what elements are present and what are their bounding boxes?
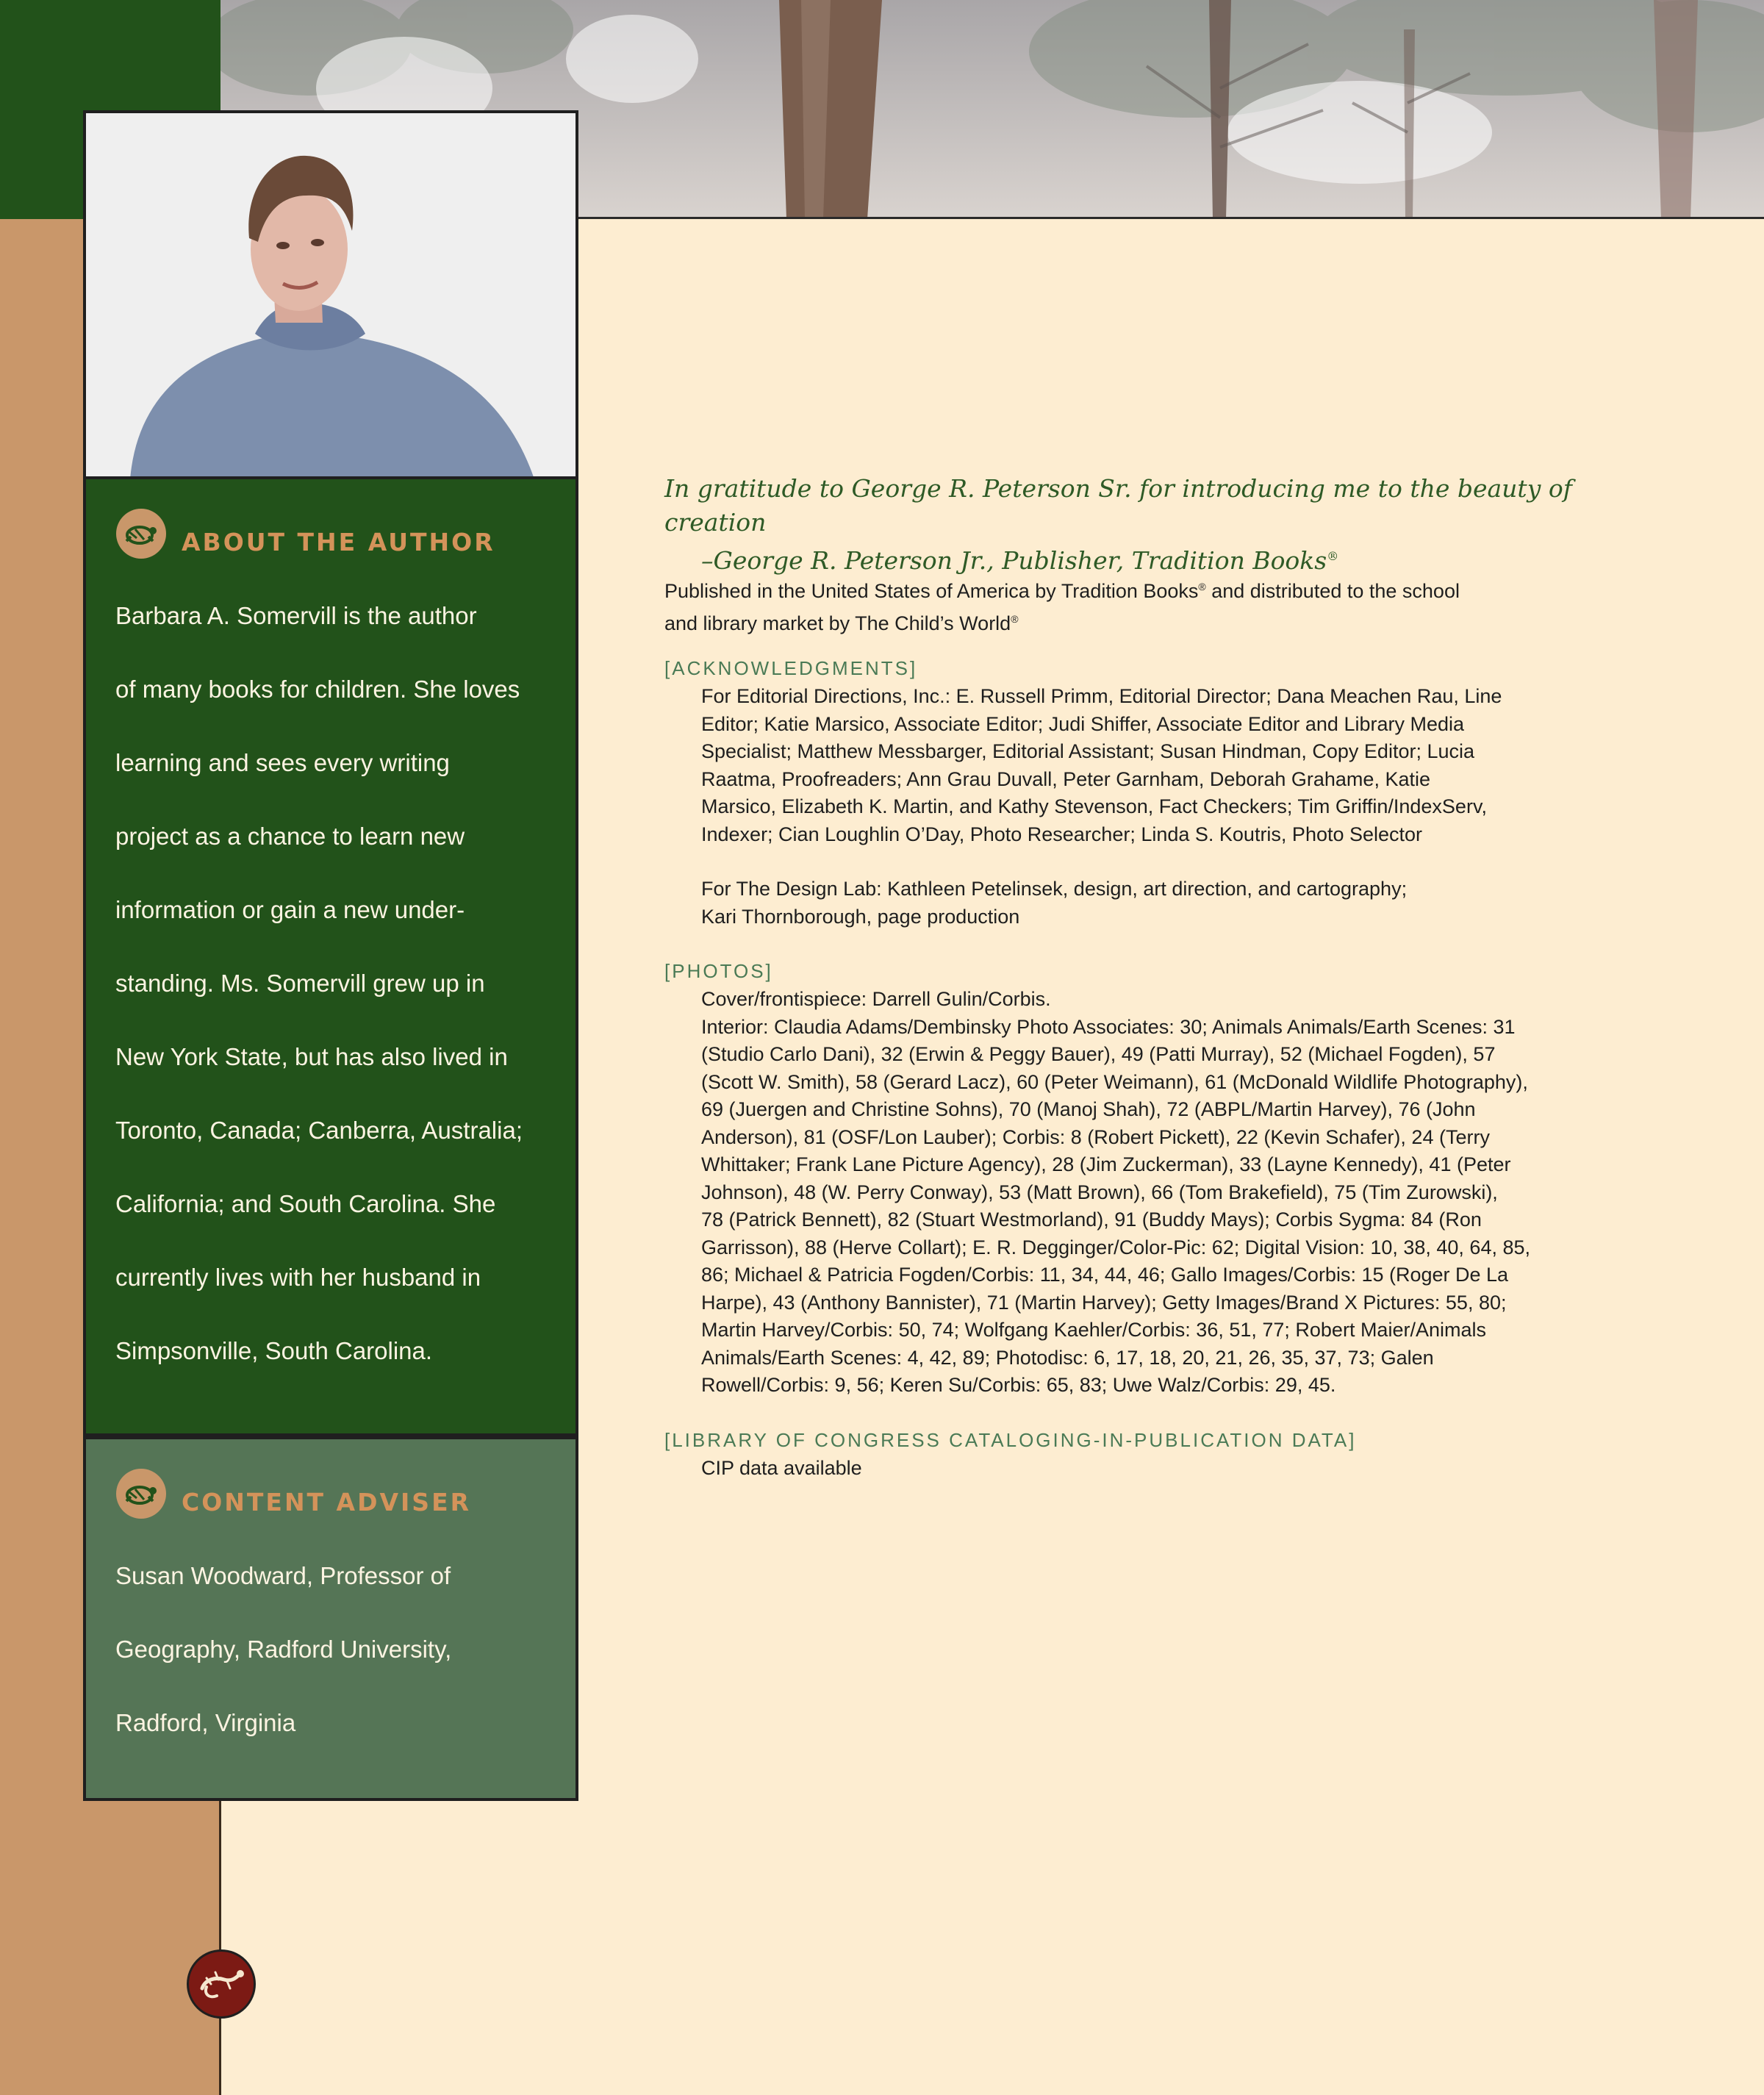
photo-credit-line: Garrisson), 88 (Herve Collart); E. R. Degginger/Color-Pic: 62; Digital Vision: 10, 38, 40, 64, 85, <box>701 1236 1531 1258</box>
published-text: Published in the United States of America by Tradition Books <box>664 580 1199 602</box>
dedication-signature-text: –George R. Peterson Jr., Publisher, Tradition Books <box>701 546 1327 575</box>
author-photo <box>83 110 578 479</box>
content-adviser-panel <box>83 1436 578 1801</box>
dedication-signature <box>664 540 1620 578</box>
cip-text <box>701 1455 1546 1483</box>
photo-credit-line: Cover/frontispiece: Darrell Gulin/Corbis. <box>701 988 1051 1010</box>
registered-mark: ® <box>1011 612 1019 625</box>
adviser-line: Geography, Radford University, <box>115 1636 452 1663</box>
about-line: information or gain a new under- <box>115 896 465 923</box>
about-author-text <box>115 579 556 1388</box>
adviser-line: Susan Woodward, Professor of <box>115 1562 451 1589</box>
photo-credits <box>701 986 1546 1400</box>
acknowledgment-line: Raatma, Proofreaders; Ann Grau Duvall, Peter Garnham, Deborah Grahame, Katie <box>701 767 1430 790</box>
acknowledgments-editorial <box>701 683 1546 848</box>
about-line: Toronto, Canada; Canberra, Australia; <box>115 1117 523 1144</box>
photo-credit-line: Animals/Earth Scenes: 4, 42, 89; Photodisc: 6, 17, 18, 20, 21, 26, 35, 37, 73; Galen <box>701 1346 1434 1369</box>
acknowledgment-line: For Editorial Directions, Inc.: E. Russell Primm, Editorial Director; Dana Meachen Rau, Line <box>701 685 1502 707</box>
photo-credit-line: (Scott W. Smith), 58 (Gerard Lacz), 60 (Peter Weimann), 61 (McDonald Wildlife Photography), <box>701 1070 1528 1093</box>
photo-credit-line: Anderson), 81 (OSF/Lon Lauber); Corbis: 8 (Robert Pickett), 22 (Kevin Schafer), 24 (Terry <box>701 1125 1490 1148</box>
published-text: and distributed to the school <box>1205 580 1460 602</box>
photo-credit-line: 78 (Patrick Bennett), 82 (Stuart Westmorland), 91 (Buddy Mays); Corbis Sygma: 84 (Ron <box>701 1208 1482 1231</box>
about-line: California; and South Carolina. She <box>115 1190 496 1217</box>
dedication <box>664 472 1620 578</box>
turtle-icon <box>116 1469 166 1519</box>
dedication-line: In gratitude to George R. Peterson Sr. for introducing me to the beauty of creation <box>664 474 1572 537</box>
photo-credit-line: Whittaker; Frank Lane Picture Agency), 28 (Jim Zuckerman), 33 (Layne Kennedy), 41 (Peter <box>701 1153 1511 1175</box>
acknowledgment-line: For The Design Lab: Kathleen Petelinsek, design, art direction, and cartography; <box>701 878 1408 900</box>
registered-mark: ® <box>1327 549 1339 563</box>
content-adviser-text <box>115 1539 556 1760</box>
registered-mark: ® <box>1198 581 1206 592</box>
about-author-panel <box>83 479 578 1436</box>
author-portrait-illustration <box>86 113 576 479</box>
acknowledgment-line: Editor; Katie Marsico, Associate Editor; Judi Shiffer, Associate Editor and Library Media <box>701 712 1465 735</box>
published-text: and library market by The Child’s World <box>664 612 1011 634</box>
photo-credit-line: Martin Harvey/Corbis: 50, 74; Wolfgang Kaehler/Corbis: 36, 51, 77; Robert Maier/Animals <box>701 1319 1486 1341</box>
acknowledgment-line: Marsico, Elizabeth K. Martin, and Kathy Stevenson, Fact Checkers; Tim Griffin/IndexServ, <box>701 795 1487 817</box>
photo-credit-line: Harpe), 43 (Anthony Bannister), 71 (Martin Harvey); Getty Images/Brand X Pictures: 55, 80; <box>701 1291 1507 1314</box>
photos-heading: [PHOTOS] <box>664 960 773 982</box>
photo-credit-line: Johnson), 48 (W. Perry Conway), 53 (Matt Brown), 66 (Tom Brakefield), 75 (Tim Zurowski), <box>701 1181 1498 1203</box>
acknowledgments-design <box>701 875 1546 931</box>
about-line: Simpsonville, South Carolina. <box>115 1337 433 1364</box>
turtle-icon <box>116 509 166 559</box>
about-line: of many books for children. She loves <box>115 676 520 703</box>
adviser-line: Radford, Virginia <box>115 1709 296 1736</box>
about-line: standing. Ms. Somervill grew up in <box>115 970 485 997</box>
photo-credit-line: Interior: Claudia Adams/Dembinsky Photo Associates: 30; Animals Animals/Earth Scenes: 31 <box>701 1015 1516 1038</box>
lizard-icon <box>187 1949 256 2019</box>
about-line: New York State, but has also lived in <box>115 1043 508 1070</box>
about-line: Barbara A. Somervill is the author <box>115 602 477 629</box>
acknowledgment-line: Indexer; Cian Loughlin O’Day, Photo Researcher; Linda S. Koutris, Photo Selector <box>701 823 1423 845</box>
about-line: project as a chance to learn new <box>115 823 465 850</box>
content-adviser-heading: CONTENT ADVISER <box>182 1488 472 1516</box>
cip-line: CIP data available <box>701 1457 862 1479</box>
about-line: currently lives with her husband in <box>115 1264 481 1291</box>
photo-credit-line: 86; Michael & Patricia Fogden/Corbis: 11, 34, 44, 46; Gallo Images/Corbis: 15 (Roger De La <box>701 1264 1509 1286</box>
acknowledgment-line: Kari Thornborough, page production <box>701 905 1020 928</box>
published-statement <box>664 573 1546 637</box>
about-line: learning and sees every writing <box>115 749 450 776</box>
photo-credit-line: Rowell/Corbis: 9, 56; Keren Su/Corbis: 65, 83; Uwe Walz/Corbis: 29, 45. <box>701 1374 1336 1396</box>
acknowledgment-line: Specialist; Matthew Messbarger, Editorial Assistant; Susan Hindman, Copy Editor; Lucia <box>701 740 1474 762</box>
about-author-heading: ABOUT THE AUTHOR <box>182 528 495 556</box>
acknowledgments-heading: [ACKNOWLEDGMENTS] <box>664 657 918 679</box>
photo-credit-line: 69 (Juergen and Christine Sohns), 70 (Manoj Shah), 72 (ABPL/Martin Harvey), 76 (John <box>701 1098 1476 1120</box>
photo-credit-line: (Studio Carlo Dani), 32 (Erwin & Peggy Bauer), 49 (Patti Murray), 52 (Michael Fogden), 57 <box>701 1043 1496 1065</box>
cip-heading: [LIBRARY OF CONGRESS CATALOGING-IN-PUBLICATION DATA] <box>664 1429 1357 1451</box>
